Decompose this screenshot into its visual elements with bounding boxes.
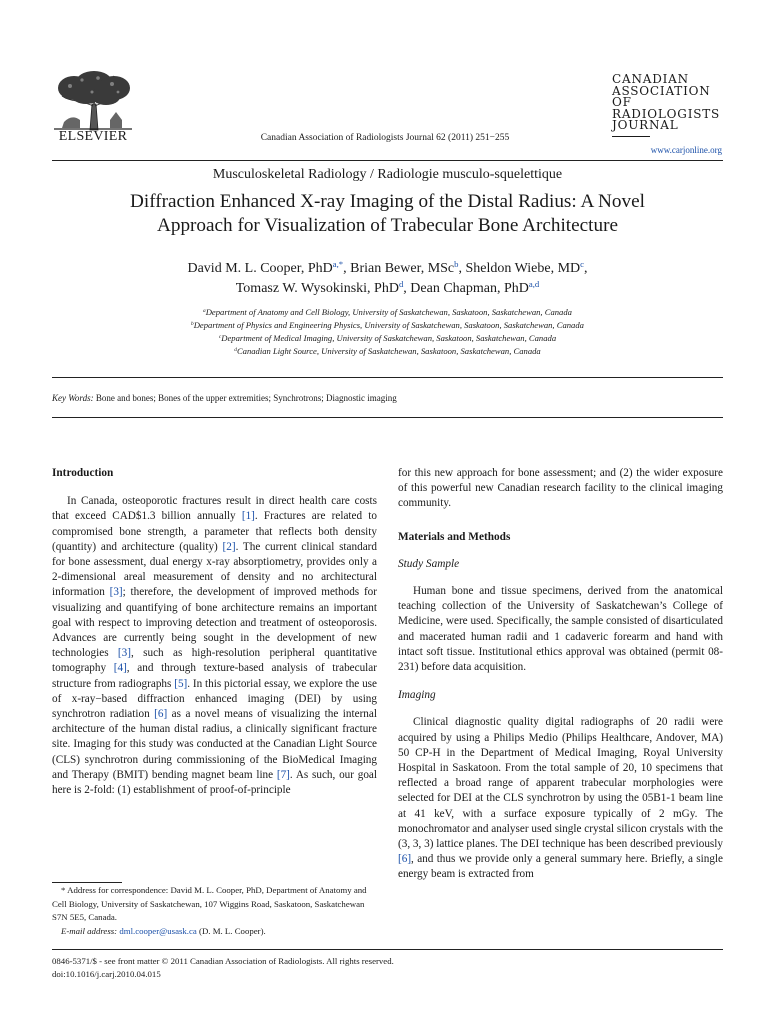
copyright-info: [52, 955, 723, 982]
paragraph-text: as a novel means of visualizing the internal architecture of the human distal radius, a clinically significant fracture site. Imaging for this study was conducted at the Canadian Light Source (CLS) synchrotron during commissioning of the BioMedical Imaging and Therapy (BMIT) bending magnet beam line: [52, 708, 377, 781]
publisher-name: ELSEVIER: [58, 129, 128, 144]
citation-link[interactable]: [2]: [222, 540, 236, 553]
author-line: [60, 279, 715, 299]
affiliation-marker: d: [234, 347, 237, 354]
section-label: Musculoskeletal Radiology / Radiologie musculo-squelettique: [212, 167, 563, 182]
paragraph-text: , and thus we provide only a general summary here. Briefly, a single energy beam is extracted from: [398, 853, 723, 881]
author-affiliation-marker[interactable]: c: [580, 259, 585, 270]
footnote-address-text: Address for correspondence: David M. L. Cooper, PhD, Department of Anatomy and Cell Biology, University of Saskatchewan, 107 Wiggins Road, Saskatoon, Saskatchewan S7N 5E5, Canada.: [52, 885, 367, 923]
author-affiliation-marker[interactable]: a,d: [528, 279, 540, 290]
journal-logo: [612, 74, 732, 137]
footnote-marker: *: [61, 885, 66, 895]
affiliation: [60, 345, 715, 358]
affiliation: [60, 332, 715, 345]
author-separator: ,: [403, 281, 411, 296]
study-sample-heading: Study Sample: [398, 557, 460, 570]
author-affiliation-marker[interactable]: a,*: [332, 259, 344, 270]
affiliation-text: Department of Medical Imaging, University of Saskatchewan, Saskatoon, Saskatchewan, Canada: [221, 333, 557, 343]
author-line: [60, 259, 715, 279]
citation-link[interactable]: [3]: [117, 647, 131, 660]
header-divider: [52, 160, 723, 161]
footnote-rule: [52, 882, 122, 883]
affiliation-text: Canadian Light Source, University of Saskatchewan, Saskatoon, Saskatchewan, Canada: [236, 346, 541, 356]
article-title-line: Approach for Visualization of Trabecular Bone Architecture: [157, 215, 618, 236]
journal-logo-line: RADIOLOGISTS: [612, 106, 721, 121]
author-separator: ,: [584, 261, 588, 276]
keywords-text: Bone and bones; Bones of the upper extremities; Synchrotrons; Diagnostic imaging: [95, 393, 397, 403]
study-sample-paragraph: Human bone and tissue specimens, derived from the anatomical teaching collection of the University of Saskatchewan’s College of Medicine, were used. Specifically, the sample consisted of disarticulated and macerated human radii and 1 cadaveric forearm and hand with intact soft tissue. Institutional ethics approval was obtained (permit 08-231) before data acquisition.: [398, 585, 723, 674]
affiliation-marker: c: [218, 334, 222, 341]
paragraph-text: , and through texture-based analysis of trabecular structure from radiographs: [52, 662, 377, 690]
journal-citation: Canadian Association of Radiologists Journal 62 (2011) 251−255: [260, 133, 510, 143]
email-link[interactable]: dml.cooper@usask.ca: [119, 925, 197, 936]
imaging-paragraph: [398, 715, 723, 882]
affiliation-list: [60, 306, 715, 358]
author-affiliation-marker[interactable]: b: [454, 259, 459, 270]
affiliation: [60, 306, 715, 319]
citation-link[interactable]: [7]: [276, 768, 290, 781]
paragraph-text: In Canada, osteoporotic fractures result in direct health care costs that exceed CAD$1.3 billion annually: [52, 495, 377, 523]
keywords: [52, 393, 723, 403]
author-name: David M. L. Cooper, PhD: [187, 261, 333, 276]
affiliation-text: Department of Anatomy and Cell Biology, University of Saskatchewan, Saskatoon, Saskatchewan, Canada: [205, 307, 572, 317]
left-column: [52, 466, 377, 798]
keywords-label: Key Words:: [52, 393, 94, 403]
paragraph-text: . In this pictorial essay, we explore the use of x-ray−based diffraction enhanced imaging (DEI) by using synchrotron radiation: [52, 677, 378, 721]
affiliation-marker: a: [203, 308, 206, 315]
right-column: [398, 466, 723, 883]
doi-line: doi:10.1016/j.carj.2010.04.015: [52, 969, 161, 980]
affiliation: [60, 319, 715, 332]
affiliation-marker: b: [191, 321, 194, 328]
citation-link[interactable]: [1]: [241, 510, 255, 523]
paragraph-text: . Fractures are related to compromised bone strength, a parameter that reflects both density (quantity) and architecture (quality): [52, 510, 377, 553]
paragraph-text: ; therefore, the development of improved methods for visualizing and quantifying of bone architecture remains an important goal with respect to improving detection and treatment of osteoporosis. Advances are currently being sought in the development of new technologies: [52, 586, 377, 660]
introduction-continued: for this new approach for bone assessment; and (2) the wider exposure of this powerful new Canadian research facility to the clinical imaging community.: [398, 467, 723, 510]
author-list: [60, 259, 715, 299]
citation-link[interactable]: [6]: [398, 853, 412, 866]
keywords-bottom-rule: [52, 417, 723, 418]
journal-logo-underline: [612, 136, 650, 137]
author-name: Sheldon Wiebe, MD: [465, 261, 581, 276]
correspondence-footnote: [52, 884, 377, 938]
author-separator: ,: [343, 261, 351, 276]
affiliation-text: Department of Physics and Engineering Physics, University of Saskatchewan, Saskatoon, Saskatchewan, Canada: [193, 320, 584, 330]
introduction-heading: Introduction: [52, 467, 114, 479]
paragraph-text: . As such, our goal here is 2-fold: (1) establishment of proof-of-principle: [52, 768, 377, 797]
elsevier-tree-logo: [52, 70, 134, 132]
author-name: Dean Chapman, PhD: [410, 281, 529, 296]
journal-logo-line: CANADIAN: [612, 72, 689, 86]
article-title-line: Diffraction Enhanced X-ray Imaging of the Distal Radius: A Novel: [130, 191, 645, 212]
email-label: E-mail address:: [61, 925, 118, 936]
email-suffix: (D. M. L. Cooper).: [199, 925, 266, 936]
footnote-address: [52, 884, 377, 925]
imaging-heading: Imaging: [398, 689, 436, 702]
journal-url-link[interactable]: www.carjonline.org: [650, 145, 722, 155]
citation-link[interactable]: [5]: [174, 677, 188, 690]
author-name: Tomasz W. Wysokinski, PhD: [235, 281, 399, 296]
author-separator: ,: [458, 261, 466, 276]
copyright-line: 0846-5371/$ - see front matter © 2011 Canadian Association of Radiologists. All rights reserved.: [52, 956, 394, 966]
article-title: [60, 190, 715, 238]
methods-heading: Materials and Methods: [398, 530, 511, 543]
paragraph-text: , such as high-resolution peripheral quantitative tomography: [52, 647, 377, 675]
footnote-email: [52, 925, 377, 939]
journal-logo-line: ASSOCIATION OF: [612, 83, 711, 109]
keywords-top-rule: [52, 377, 723, 378]
page-bottom-rule: [52, 949, 723, 950]
author-affiliation-marker[interactable]: d: [398, 279, 404, 290]
citation-link[interactable]: [4]: [113, 662, 127, 675]
paragraph-text: . The current clinical standard for bone assessment, dual energy x-ray absorptiometry, provides only a 2-dimensional areal measurement of density and no architectural information: [52, 540, 377, 599]
paragraph-text: Clinical diagnostic quality digital radiographs of 20 radii were acquired by using a Philips Medio (Philips Healthcare, Andover, MA) 50 CP-H in the Department of Medical Imaging, Royal University Hospital in Saskatoon. From the total sample of 20, 10 specimens that reflected a broad range of apparent trabecular morphologies were selected for DEI at the CLS synchrotron by using the 05B1-1 beam line at 41 keV, with a surface exposure typically of 2 mGy. The monochromator and analyser used single crystal silicon crystals with the (3, 3, 3) lattice planes. The DEI technique has been described previously: [398, 716, 723, 851]
introduction-paragraph: [52, 494, 377, 798]
citation-link[interactable]: [6]: [154, 708, 168, 721]
journal-logo-line: JOURNAL: [612, 118, 679, 132]
author-name: Brian Bewer, MSc: [350, 261, 455, 276]
citation-link[interactable]: [3]: [109, 586, 123, 599]
